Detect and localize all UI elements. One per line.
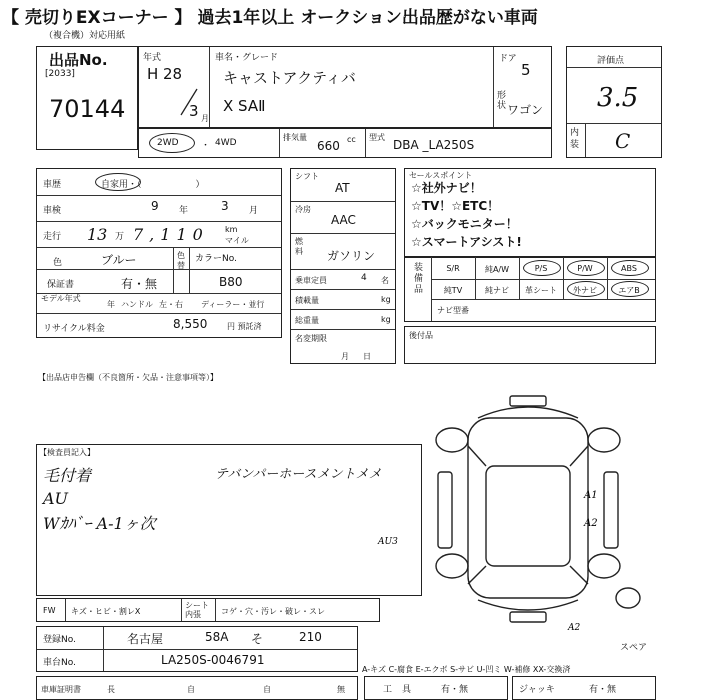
inspection-label: 車検: [43, 206, 62, 216]
model-label: 型式: [369, 133, 385, 142]
shape-label: 形状: [497, 91, 507, 111]
recycle-unit: 円 預託済: [227, 322, 262, 331]
docs-item-4: 無: [337, 685, 345, 694]
car-grade: X SAⅡ: [223, 97, 266, 115]
gross-label: 総重量: [295, 316, 319, 325]
sales-point-1: ☆社外ナビ！: [411, 181, 482, 195]
displacement-value: 660: [317, 139, 340, 153]
docs-item-3: 自: [263, 685, 271, 694]
load-unit: kg: [381, 295, 391, 304]
drive-4wd: 4WD: [215, 138, 237, 148]
lot-box: [36, 46, 138, 150]
equipment-box: [404, 256, 656, 322]
inspector-label: 【検査員記入】: [39, 448, 95, 457]
model-value: DBA _LA250S: [393, 138, 475, 152]
registration-city: 名古屋: [127, 632, 164, 646]
tools-box: [364, 676, 508, 700]
color-change-label: 色替: [177, 251, 185, 270]
tools-label: 工具: [383, 685, 422, 695]
chassis-value: LA250S-0046791: [161, 653, 265, 667]
car-label: 車名・グレード: [215, 53, 279, 63]
sales-points-label: セールスポイント: [409, 171, 473, 180]
load-label: 積載量: [295, 296, 319, 305]
equip-abs: ABS: [621, 264, 637, 273]
after-items-box: [404, 326, 656, 364]
registration-label: 登録No.: [43, 635, 76, 645]
registration-class: 58A: [205, 630, 229, 644]
recycle-label: リサイクル料金: [43, 324, 105, 334]
inspector-line-1: 毛付着: [43, 466, 92, 485]
capacity-unit: 名: [381, 276, 389, 285]
fuel-value: ガソリン: [327, 249, 376, 263]
doors-label: ドア: [499, 54, 517, 64]
capacity-label: 乗車定員: [295, 276, 327, 285]
equip-navi: 純ナビ: [485, 286, 509, 295]
year-value: 28: [163, 65, 183, 83]
sales-points-box: [404, 168, 656, 258]
interior-label: 内装: [570, 128, 580, 150]
equip-sr: S/R: [446, 264, 460, 273]
tools-value: 有・無: [441, 685, 469, 695]
color-label: 色: [53, 258, 63, 268]
dealer-label: ディーラー・並行: [201, 300, 265, 309]
sales-point-3: ☆バックモニター！: [411, 217, 518, 231]
equip-tv: 純TV: [443, 286, 463, 295]
name-change-label: 名変期限: [295, 334, 327, 343]
registration-box: [36, 626, 358, 672]
inspector-box: [36, 444, 422, 596]
diagram-mark-1: A1: [584, 490, 598, 501]
jack-value: 有・無: [589, 685, 617, 695]
mileage-label: 走行: [43, 232, 62, 242]
year-label: 年式: [143, 53, 162, 63]
docs-item-2: 自: [187, 685, 195, 694]
diagram-mark-4: A2: [568, 623, 581, 633]
interior-value: C: [615, 129, 631, 153]
diagram-mark-2: A2: [584, 518, 598, 529]
spec-row: 2WD ・ 4WD 排気量 660 cc 型式 DBA _LA250S: [138, 128, 552, 158]
fw-value: キズ・ヒビ・割レX: [71, 607, 141, 616]
chassis-label: 車台No.: [43, 658, 76, 668]
mileage-man-unit: 万: [115, 232, 125, 242]
fw-label: FW: [43, 606, 56, 615]
fuel-label: 燃料: [295, 237, 303, 256]
docs-item-1: 長: [107, 685, 115, 694]
shape-value: ワゴン: [507, 103, 544, 117]
handle-label: ハンドル: [121, 300, 153, 309]
jack-label: ジャッキ: [519, 685, 555, 695]
docs-label: 車庫証明書: [41, 685, 81, 694]
handle-value: 左・右: [159, 300, 183, 309]
warranty-value: 有・無: [121, 277, 158, 291]
color-value: ブルー: [101, 253, 137, 267]
car-name: キャストアクティバ: [223, 69, 356, 87]
sales-point-4: ☆スマートアシスト!: [411, 235, 522, 249]
damage-legend: A-キズ C-腐食 E-エクボ S-サビ U-凹ミ W-補修 XX-交換済: [362, 665, 571, 674]
equip-aw: 純A/W: [484, 265, 510, 274]
year-era: H: [147, 65, 159, 83]
model-year-unit: 年: [107, 300, 115, 309]
page-banner: 【 売切りEXコーナー 】 過去1年以上 オークション出品歴がない車両: [2, 8, 538, 28]
seller-note-label: 【出品店申告欄（不良箇所・欠品・注意事項等）】: [38, 373, 218, 382]
doors-value: 5: [521, 61, 531, 79]
lot-number: 70144: [49, 95, 126, 123]
inspection-year: 9: [151, 199, 159, 213]
displacement-label: 排気量: [283, 133, 307, 142]
equip-airbag: エアB: [618, 286, 640, 295]
history-label: 車歴: [43, 180, 62, 190]
registration-number: 210: [299, 630, 322, 644]
score-box: [566, 46, 662, 158]
sheet-label: シート内張: [185, 601, 209, 619]
inspector-line-3: Wｶﾊﾞｰ A-1ヶ次: [43, 514, 156, 533]
displacement-unit: cc: [347, 135, 356, 144]
diagram-mark-3: AU3: [378, 537, 398, 547]
shift-label: シフト: [295, 172, 319, 181]
equip-pw: P/W: [577, 264, 593, 273]
paper-note: （複合機）対応用紙: [44, 31, 126, 41]
color-code: B80: [219, 275, 243, 289]
equipment-label: 装備品: [414, 263, 424, 295]
gross-unit: kg: [381, 315, 391, 324]
year-month-unit: 月: [201, 114, 209, 123]
name-change-unit: 月日: [341, 352, 385, 361]
equip-ext-navi: 外ナビ: [573, 286, 597, 295]
spare-label: スペア: [620, 643, 648, 653]
score-label: 評価点: [597, 56, 625, 66]
mileage-alt-unit: マイル: [225, 236, 249, 245]
ac-value: AAC: [331, 213, 356, 227]
inspection-year-unit: 年: [179, 206, 189, 216]
lot-code: [2033]: [45, 69, 75, 79]
mileage-man: 13: [87, 225, 108, 244]
mileage-rest: 7,110: [133, 225, 209, 244]
color-code-label: カラーNo.: [195, 254, 237, 264]
registration-kana: そ: [251, 632, 264, 646]
model-year-label: モデル年式: [41, 294, 81, 303]
sales-point-2: ☆TV！☆ETC！: [411, 199, 500, 213]
year-month: 3: [189, 102, 199, 120]
details-box: [36, 168, 282, 338]
mileage-unit: km: [225, 225, 238, 234]
inspection-month: 3: [221, 199, 229, 213]
warranty-label: 保証書: [47, 280, 75, 290]
equip-ps: P/S: [534, 264, 548, 273]
history-value: 自家用・（ ）: [101, 180, 205, 190]
mid-spec-box: [290, 168, 396, 364]
jack-box: [512, 676, 656, 700]
score-value: 3.5: [597, 83, 639, 113]
inspector-line-2: AU: [43, 489, 69, 508]
documents-row: [36, 676, 358, 700]
ac-label: 冷房: [295, 205, 311, 214]
after-items-label: 後付品: [409, 331, 433, 340]
navi-model-label: ナビ型番: [437, 306, 469, 315]
drive-2wd: 2WD: [157, 138, 179, 148]
inspection-month-unit: 月: [249, 206, 259, 216]
fw-row: [36, 598, 380, 622]
inspector-side-note: テバンパーホースメントメメ: [215, 467, 382, 482]
recycle-value: 8,550: [173, 317, 208, 331]
equip-leather: 革シート: [525, 286, 557, 295]
lot-label: 出品No.: [49, 51, 108, 69]
vehicle-box: [138, 46, 552, 128]
sheet-value: コゲ・穴・汚レ・破レ・スレ: [221, 607, 325, 616]
capacity-value: 4: [361, 273, 367, 283]
shift-value: AT: [335, 181, 350, 195]
car-damage-diagram: [378, 388, 658, 633]
